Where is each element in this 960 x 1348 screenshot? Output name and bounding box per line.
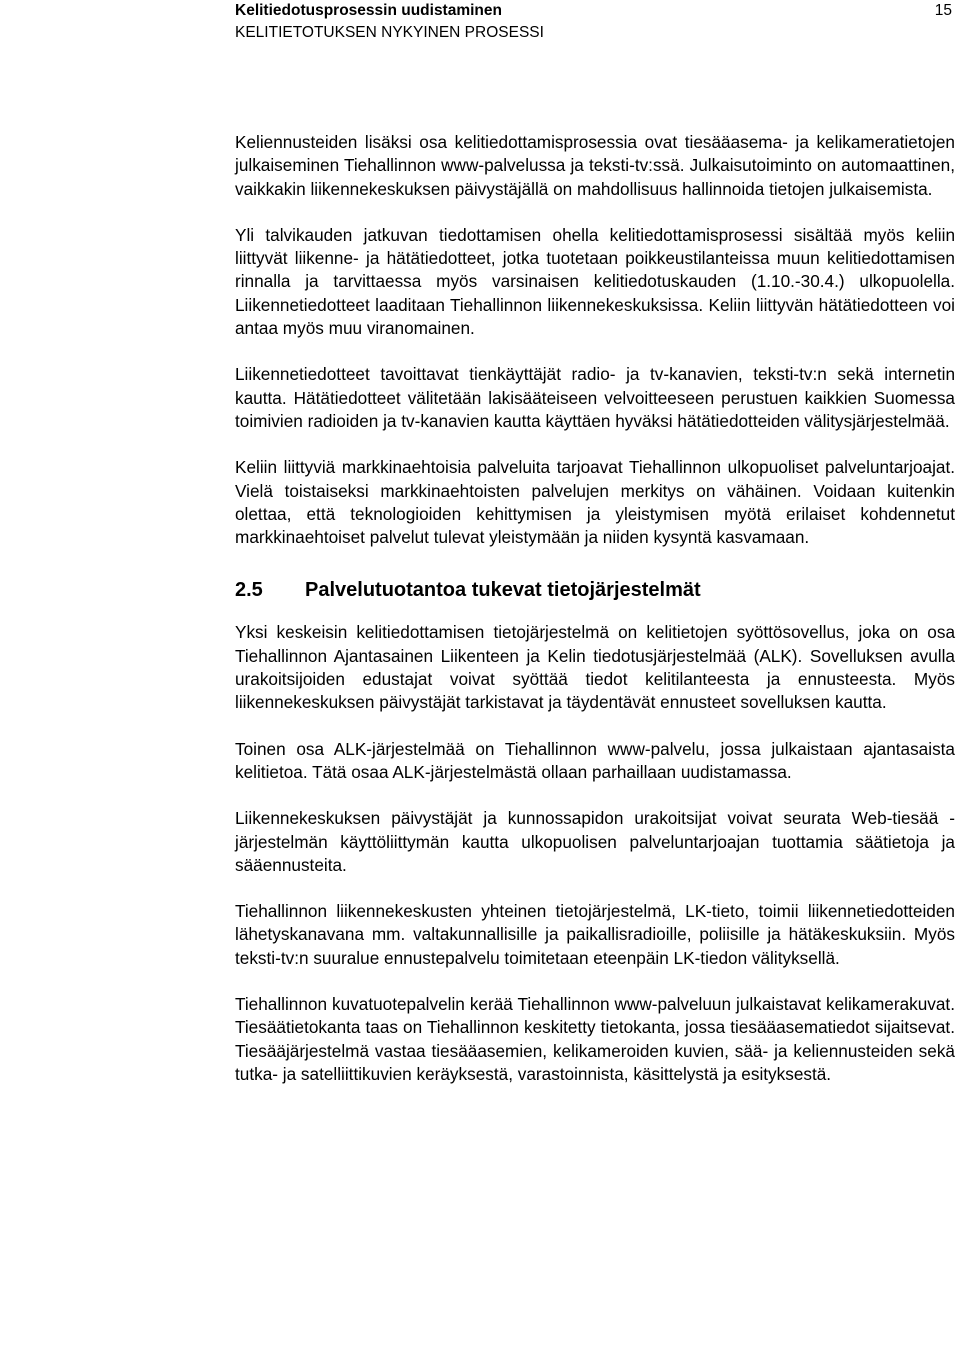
page-number: 15 xyxy=(934,2,952,19)
page-header xyxy=(235,0,955,45)
body-text xyxy=(235,131,955,1109)
paragraph-alk-web-service: Toinen osa ALK-järjestelmää on Tiehallinnon www-palvelu, jossa julkaistaan ajantasaista kelitietoa. Tätä osaa ALK-järjestelmästä ollaan parhaillaan uudistamassa. xyxy=(235,738,955,782)
paragraph-lk-tieto: Tiehallinnon liikennekeskusten yhteinen tietojärjestelmä, LK-tieto, toimii liikennetiedotteiden lähetyskanavana mm. valtakunnallisille ja paikallisradioille, poliisille ja hätäkeskuksiin. Myös teksti-tv:n suuralue ennustepalvelu toimitetaan eteenpäin LK-tiedon välityksellä. xyxy=(235,901,955,968)
section-number: 2.5 xyxy=(235,579,263,602)
chapter-title: KELITIETOTUKSEN NYKYINEN PROSESSI xyxy=(235,24,544,41)
paragraph-notice-channels: Liikennetiedotteet tavoittavat tienkäyttäjät radio- ja tv-kanavien, teksti-tv:n sekä internetin kautta. Hätätiedotteet välitetään lakisääteiseen velvoitteeseen perustuen kaikkien Suomessa toimivien radioiden ja tv-kanavien kautta käyttäen hyväksi hätätiedotteiden välitysjärjestelmää. xyxy=(235,364,955,431)
section-heading xyxy=(235,578,955,602)
paragraph-emergency-notices: Yli talvikauden jatkuvan tiedottamisen ohella kelitiedottamisprosessi sisältää myös keliin liittyvät liikenne- ja hätätiedotteet, jotka tuotetaan poikkeustilanteissa muun kelitiedottamisen rinnalla ja tarvittaessa myös varsinaisen kelitiedotuskauden (1.10.-30.4.) ulkopuolella. Liikennetiedotteet laaditaan Tiehallinnon liikennekeskuksissa. Keliin liittyvän hätätiedotteen voi antaa myös muu viranomainen. xyxy=(235,224,955,339)
document-title: Kelitiedotusprosessin uudistaminen xyxy=(235,2,502,19)
paragraph-image-server: Tiehallinnon kuvatuotepalvelin kerää Tiehallinnon www-palveluun julkaistavat kelikamerakuvat. Tiesäätietokanta taas on Tiehallinnon keskitetty tietokanta, jossa tiesääasematiedot sijaitsevat. Tiesääjärjestelmä vastaa tiesääasemien, kelikameroiden kuvien, sää- ja keliennusteiden sekä tutka- ja satelliittikuvien keräyksestä, varastoinnista, käsittelystä ja esityksestä. xyxy=(235,994,955,1084)
paragraph-web-tiesaa: Liikennekeskuksen päivystäjät ja kunnossapidon urakoitsijat voivat seurata Web-tiesää -järjestelmän käyttöliittymän kautta ulkopuolisen palveluntarjoajan tuottamia säätietoja ja sääennusteita. xyxy=(235,808,955,875)
paragraph-publishing: Keliennusteiden lisäksi osa kelitiedottamisprosessia ovat tiesääasema- ja kelikameratietojen julkaiseminen Tiehallinnon www-palvelussa ja teksti-tv:ssä. Julkaisutoiminto on automaattinen, vaikkakin liikennekeskuksen päivystäjällä on mahdollisuus hallinnoida tietojen julkaisemista. xyxy=(235,132,955,199)
paragraph-alk-input-app: Yksi keskeisin kelitiedottamisen tietojärjestelmä on kelitietojen syöttösovellus, joka on osa Tiehallinnon Ajantasainen Liikenteen ja Kelin tiedotusjärjestelmää (ALK). Sovelluksen avulla urakoitsijoiden edustajat voivat syöttää tiedot kelitilanteesta ja ennusteesta. Myös liikennekeskuksen päivystäjät tarkistavat ja täydentävät ennusteet sovelluksen kautta. xyxy=(235,622,955,713)
paragraph-market-services: Keliin liittyviä markkinaehtoisia palveluita tarjoavat Tiehallinnon ulkopuoliset palveluntarjoajat. Vielä toistaiseksi markkinaehtoisten palvelujen merkitys on vähäinen. Voidaan kuitenkin olettaa, että teknologioiden kehittymisen ja yleistymisen myötä erilaiset kohdennetut markkinaehtoiset palvelut tulevat yleistymään ja niiden kysyntä kasvamaan. xyxy=(235,457,955,548)
section-title: Palvelutuotantoa tukevat tietojärjestelmät xyxy=(305,579,701,602)
